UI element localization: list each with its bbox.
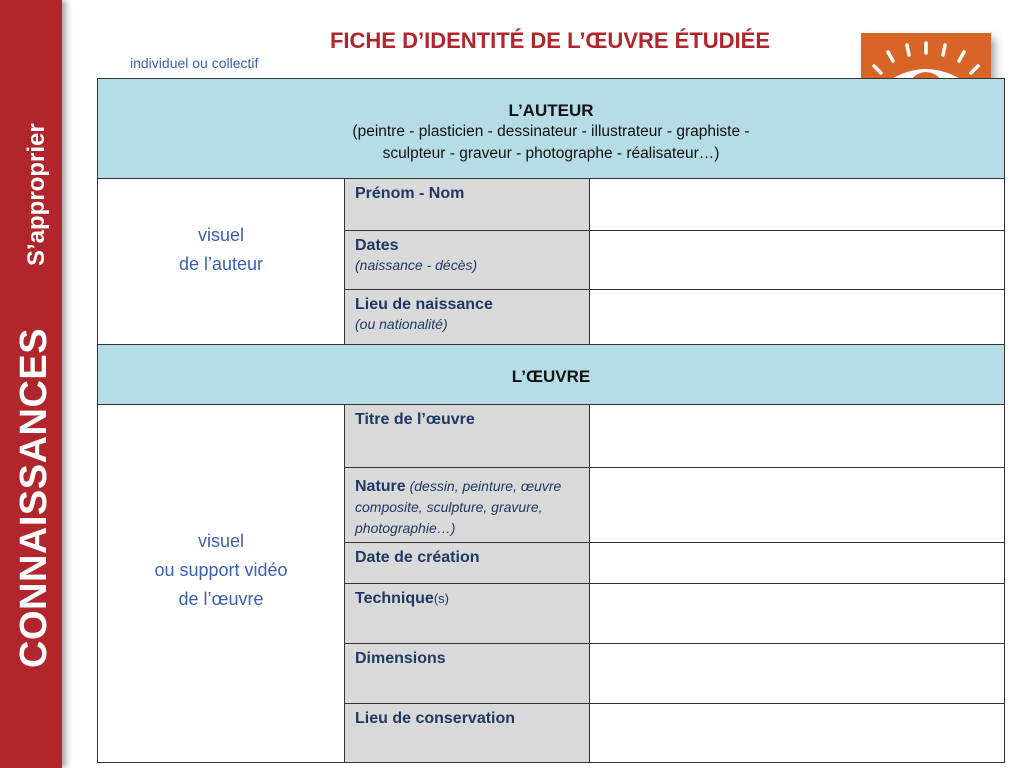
- field-note: [355, 476, 579, 539]
- work-field-value-title[interactable]: [589, 404, 1005, 468]
- author-field-value-birthplace[interactable]: [589, 289, 1005, 345]
- work-field-value-creation-date[interactable]: [589, 542, 1005, 584]
- author-header-subtitle-2: sculpteur - graveur - photographe - réalisateur…): [382, 145, 720, 162]
- author-field-value-name[interactable]: [589, 178, 1005, 231]
- work-field-label-dimensions: [344, 643, 590, 704]
- author-header-subtitle-1: (peintre - plasticien - dessinateur - illustrateur - graphiste -: [352, 123, 750, 140]
- section-subtitle: S’approprier: [23, 123, 50, 266]
- field-label: Lieu de naissance: [355, 296, 493, 313]
- work-field-label-technique: [344, 583, 590, 644]
- author-visual-line-1: visuel: [197, 225, 245, 245]
- field-label: Technique: [355, 590, 434, 607]
- work-visual-line-3: de l’œuvre: [178, 589, 264, 609]
- work-field-value-nature[interactable]: [589, 467, 1005, 543]
- author-visual-placeholder[interactable]: [97, 178, 345, 345]
- work-field-value-technique[interactable]: [589, 583, 1005, 644]
- author-field-label-dates: [344, 230, 590, 290]
- work-visual-line-2: ou support vidéo: [154, 560, 288, 580]
- field-label: Dimensions: [355, 650, 446, 667]
- field-label: Dates: [355, 237, 399, 254]
- field-label: Date de création: [355, 549, 480, 566]
- author-field-label-name: [344, 178, 590, 231]
- work-header: [97, 344, 1005, 405]
- field-note: (ou nationalité): [355, 316, 448, 332]
- field-note: (naissance - décès): [355, 257, 478, 273]
- field-label: Titre de l’œuvre: [355, 411, 475, 428]
- work-header-title: L’ŒUVRE: [511, 367, 591, 386]
- work-field-label-nature: [344, 467, 590, 543]
- work-field-value-dimensions[interactable]: [589, 643, 1005, 704]
- sidebar-banner: [0, 0, 62, 768]
- page-title: FICHE D’IDENTITÉ DE L’ŒUVRE ÉTUDIÉE: [329, 28, 771, 53]
- page-subtitle: individuel ou collectif: [130, 55, 259, 71]
- work-visual-placeholder[interactable]: [97, 404, 345, 763]
- work-visual-line-1: visuel: [197, 531, 245, 551]
- work-field-label-creation-date: [344, 542, 590, 584]
- work-field-label-title: [344, 404, 590, 468]
- author-header: [97, 78, 1005, 179]
- author-field-value-dates[interactable]: [589, 230, 1005, 290]
- section-title: CONNAISSANCES: [13, 327, 55, 668]
- author-visual-line-2: de l’auteur: [178, 254, 264, 274]
- field-label: Lieu de conservation: [355, 710, 516, 727]
- field-label: Prénom - Nom: [355, 185, 465, 202]
- author-field-label-birthplace: [344, 289, 590, 345]
- author-header-title: L’AUTEUR: [508, 101, 594, 120]
- work-field-value-location[interactable]: [589, 703, 1005, 763]
- field-note-text: (dessin, peinture, œuvre composite, sculpture, gravure, photographie…): [355, 478, 562, 536]
- work-field-label-location: [344, 703, 590, 763]
- field-suffix: (s): [433, 591, 449, 606]
- field-label: Nature: [355, 478, 406, 495]
